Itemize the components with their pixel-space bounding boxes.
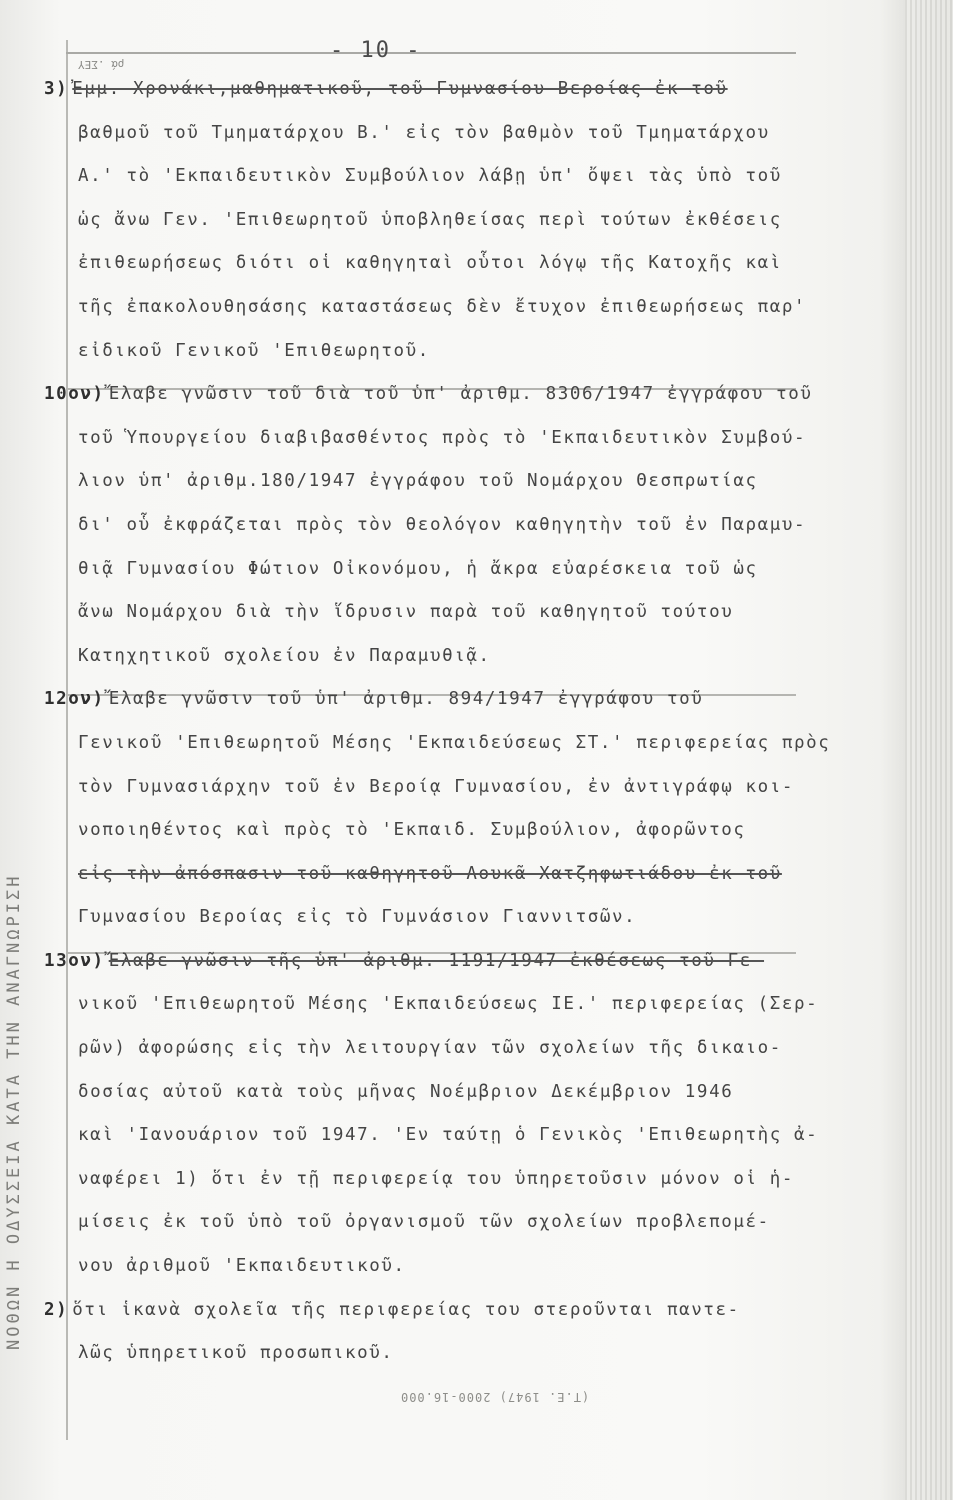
- document-body: [44, 68, 894, 1376]
- line-text: βαθμοῦ τοῦ Τμηματάρχου Β.' εἰς τὸν βαθμὸν τοῦ Τμηματάρχου: [78, 122, 770, 143]
- text-line: [44, 330, 894, 374]
- printer-stamp: (Τ.Ε. 1947) 2000-16.000: [400, 1390, 590, 1404]
- line-text: εἰς τὴν ἀπόσπασιν τοῦ καθηγητοῦ Λουκᾶ Χατζηφωτιάδου ἐκ τοῦ: [78, 863, 782, 884]
- line-text: ρῶν) ἀφορώσης εἰς τὴν λειτουργίαν τῶν σχολείων τῆς δικαιο-: [78, 1038, 782, 1059]
- line-text: Α.' τὸ 'Εκπαιδευτικὸν Συμβούλιον λάβῃ ὑπ' ὄψει τὰς ὑπὸ τοῦ: [78, 166, 782, 187]
- line-text: λῶς ὑπηρετικοῦ προσωπικοῦ.: [78, 1343, 394, 1364]
- line-text: θιᾷ Γυμνασίου Φώτιον Οἰκονόμου, ἡ ἄκρα εὐαρέσκεια τοῦ ὡς: [78, 558, 758, 579]
- line-text: ὅτι ἱκανὰ σχολεῖα τῆς περιφερείας του στεροῦνται παντε-: [72, 1299, 740, 1320]
- line-text: ἐπιθεωρήσεως διότι οἱ καθηγηταὶ οὗτοι λόγῳ τῆς Κατοχῆς καὶ: [78, 253, 782, 274]
- line-text: νου ἀριθμοῦ 'Εκπαιδευτικοῦ.: [78, 1256, 406, 1277]
- line-text: Κατηχητικοῦ σχολείου ἐν Παραμυθιᾷ.: [78, 645, 491, 666]
- text-line: [44, 1158, 894, 1202]
- text-line: [44, 1071, 894, 1115]
- text-line: [44, 548, 894, 592]
- item-number: 12ον): [44, 689, 105, 710]
- text-line: [44, 940, 894, 984]
- line-text: νοποιηθέντος καὶ πρὸς τὸ 'Εκπαιδ. Συμβούλιον, ἀφορῶντος: [78, 820, 746, 841]
- text-line: [44, 1332, 894, 1376]
- text-line: [44, 373, 894, 417]
- text-line: [44, 155, 894, 199]
- text-line: [44, 678, 894, 722]
- line-text: μίσεις ἐκ τοῦ ὑπὸ τοῦ ὀργανισμοῦ τῶν σχολείων προβλεπομέ-: [78, 1212, 770, 1233]
- line-text: Ἔλαβε γνῶσιν τοῦ ὑπ' ἀριθμ. 894/1947 ἐγγράφου τοῦ: [108, 689, 704, 710]
- text-line: [44, 460, 894, 504]
- text-line: [44, 112, 894, 156]
- text-line: [44, 853, 894, 897]
- item-number: 13ον): [44, 950, 105, 971]
- text-line: [44, 504, 894, 548]
- text-line: [44, 242, 894, 286]
- text-line: [44, 1289, 894, 1333]
- text-line: [44, 199, 894, 243]
- line-text: εἰδικοῦ Γενικοῦ 'Επιθεωρητοῦ.: [78, 340, 430, 361]
- text-line: [44, 635, 894, 679]
- line-text: καὶ 'Ιανουάριον τοῦ 1947. 'Εν ταύτῃ ὁ Γενικὸς 'Επιθεωρητὴς ἀ-: [78, 1125, 819, 1146]
- line-text: δοσίας αὐτοῦ κατὰ τοὺς μῆνας Νοέμβριον Δεκέμβριον 1946: [78, 1081, 734, 1102]
- binding-edge: [905, 0, 953, 1500]
- line-text: ὡς ἄνω Γεν. 'Επιθεωρητοῦ ὑποβληθείσας περὶ τούτων ἐκθέσεις: [78, 209, 782, 230]
- top-rule: [66, 52, 796, 54]
- text-line: [44, 809, 894, 853]
- item-number: 2): [44, 1299, 69, 1320]
- item-number: 3): [44, 79, 69, 99]
- text-line: [44, 1245, 894, 1289]
- line-text: Γενικοῦ 'Επιθεωρητοῦ Μέσης 'Εκπαιδεύσεως ΣΤ.' περιφερείας πρὸς: [78, 732, 831, 753]
- side-stamp: ΝΟΘΩΝ Η ΟΔΥΣΣΕΙΑ ΚΑΤΑ ΤΗΝ ΑΝΑΓΝΩΡΙΣΗ: [4, 873, 24, 1350]
- line-text: δι' οὗ ἐκφράζεται πρὸς τὸν θεολόγον καθηγητὴν τοῦ ἐν Παραμυ-: [78, 514, 807, 535]
- page-number: - 10 -: [330, 38, 422, 63]
- text-line: [44, 766, 894, 810]
- line-text: τοῦ Ὑπουργείου διαβιβασθέντος πρὸς τὸ 'Εκπαιδευτικὸν Συμβού-: [78, 427, 807, 448]
- line-text: Γυμνασίου Βεροίας εἰς τὸ Γυμνάσιον Γιαννιτσῶν.: [78, 907, 637, 928]
- text-line: [44, 896, 894, 940]
- line-text: Ἔλαβε γνῶσιν τοῦ διὰ τοῦ ὑπ' ἀριθμ. 8306/1947 ἐγγράφου τοῦ: [108, 384, 813, 405]
- text-line: [44, 1027, 894, 1071]
- line-text: Ἐμμ. Χρονάκι,μαθηματικοῦ, τοῦ Γυμνασίου Βεροίας ἐκ τοῦ: [72, 79, 728, 99]
- item-number: 10ον): [44, 384, 105, 405]
- text-line: [44, 286, 894, 330]
- text-line: [44, 591, 894, 635]
- text-line: [44, 417, 894, 461]
- line-text: ἄνω Νομάρχου διὰ τὴν ἵδρυσιν παρὰ τοῦ καθηγητοῦ τούτου: [78, 602, 734, 623]
- text-line: [44, 1201, 894, 1245]
- line-text: ναφέρει 1) ὅτι ἐν τῇ περιφερείᾳ του ὑπηρετοῦσιν μόνον οἱ ἡ-: [78, 1168, 795, 1189]
- text-line: [44, 983, 894, 1027]
- line-text: τὸν Γυμνασιάρχην τοῦ ἐν Βεροίᾳ Γυμνασίου, ἐν ἀντιγράφῳ κοι-: [78, 776, 795, 797]
- line-text: τῆς ἐπακολουθησάσης καταστάσεως δὲν ἔτυχον ἐπιθεωρήσεως παρ': [78, 296, 807, 317]
- text-line: [44, 722, 894, 766]
- line-text: νικοῦ 'Επιθεωρητοῦ Μέσης 'Εκπαιδεύσεως ΙΕ.' περιφερείας (Σερ-: [78, 994, 819, 1015]
- margin-stamp: ρά .ΣΕΥ: [78, 58, 125, 71]
- text-line: [44, 68, 894, 112]
- line-text: λιον ὑπ' ἀριθμ.180/1947 ἐγγράφου τοῦ Νομάρχου Θεσπρωτίας: [78, 471, 758, 492]
- line-text: Ἔλαβε γνῶσιν τῆς ὑπ' ἀριθμ. 1191/1947 ἐκθέσεως τοῦ Γε-: [108, 950, 765, 971]
- text-line: [44, 1114, 894, 1158]
